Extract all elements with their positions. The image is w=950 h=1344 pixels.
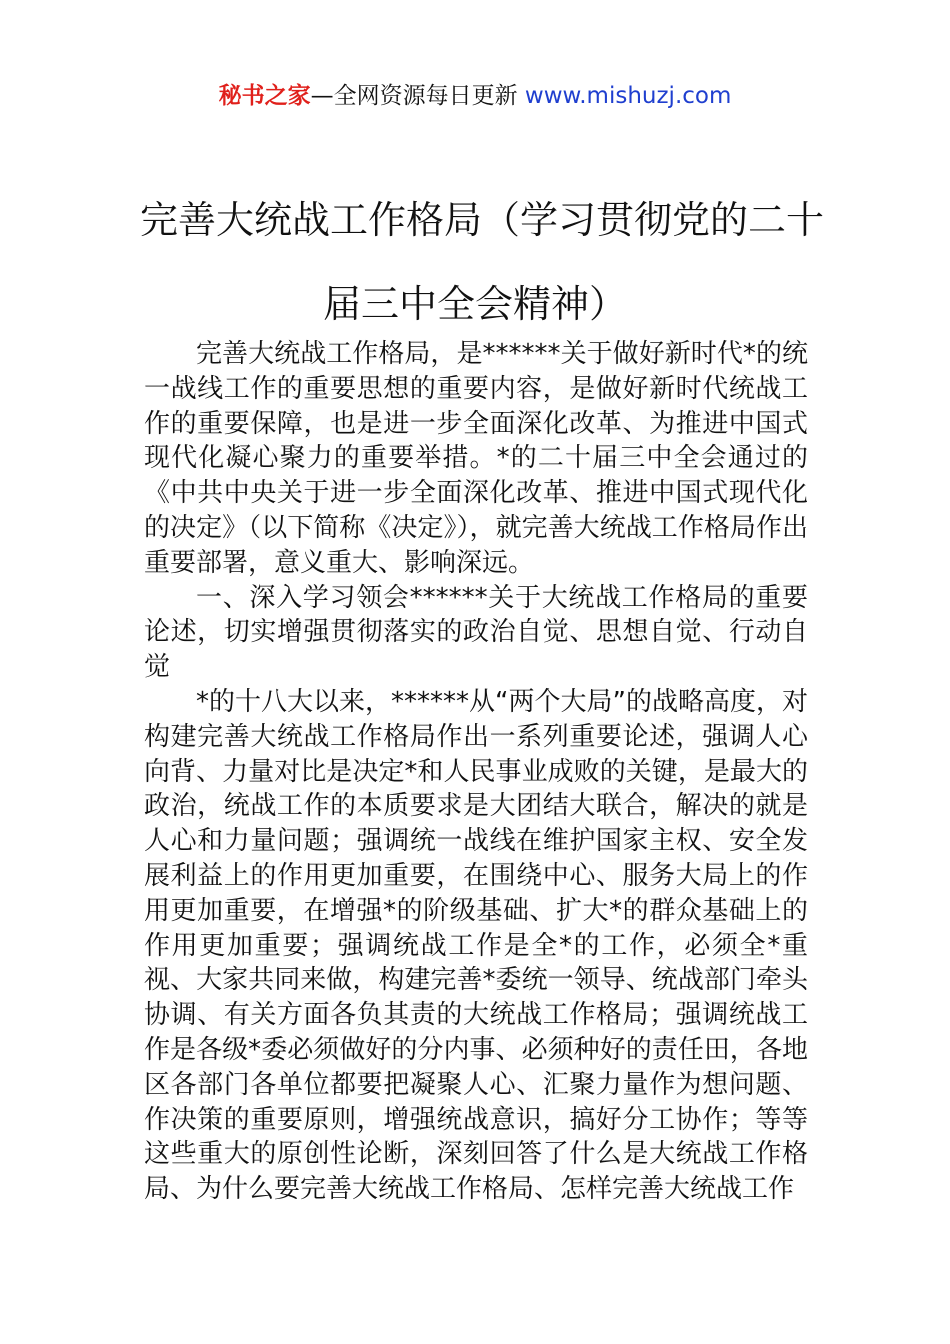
document-title xyxy=(140,178,825,346)
paragraph-intro: 完善大统战工作格局，是******关于做好新时代*的统一战线工作的重要思想的重要内容，是做好新时代统战工作的重要保障，也是进一步全面深化改革、为推进中国式现代化凝心聚力的重要举措。*的二十届三中全会通过的《中共中央关于进一步全面深化改革、推进中国式现代化的决定》（以下简称《决定》），就完善大统战工作格局作出重要部署，意义重大、影响深远。 xyxy=(144,339,808,578)
site-brand: 秘书之家 xyxy=(218,83,311,109)
site-url-link[interactable]: www.mishuzj.com xyxy=(524,83,732,109)
site-slogan: —全网资源每日更新 xyxy=(310,83,525,109)
title-line-2: 届三中全会精神） xyxy=(322,282,627,326)
document-body xyxy=(144,337,808,1207)
title-line-1: 完善大统战工作格局（学习贯彻党的二十 xyxy=(140,198,825,242)
paragraph-body: *的十八大以来，******从“两个大局”的战略高度，对构建完善大统战工作格局作出一系列重要论述，强调人心向背、力量对比是决定*和人民事业成败的关键，是最大的政治，统战工作的本质要求是大团结大联合，解决的就是人心和力量问题；强调统一战线在维护国家主权、安全发展利益上的作用更加重要，在围绕中心、服务大局上的作用更加重要，在增强*的阶级基础、扩大*的群众基础上的作用更加重要；强调统战工作是全*的工作，必须全*重视、大家共同来做，构建完善*委统一领导、统战部门牵头协调、有关方面各负其责的大统战工作格局；强调统战工作是各级*委必须做好的分内事、必须种好的责任田，各地区各部门各单位都要把凝聚人心、汇聚力量作为想问题、作决策的重要原则，增强统战意识，搞好分工协作；等等这些重大的原创性论断，深刻回答了什么是大统战工作格局、为什么要完善大统战工作格局、怎样完善大统战工作 xyxy=(144,686,808,1205)
section-heading-1: 一、深入学习领会******关于大统战工作格局的重要论述，切实增强贯彻落实的政治自觉、思想自觉、行动自觉 xyxy=(144,582,808,683)
site-header xyxy=(0,80,950,112)
